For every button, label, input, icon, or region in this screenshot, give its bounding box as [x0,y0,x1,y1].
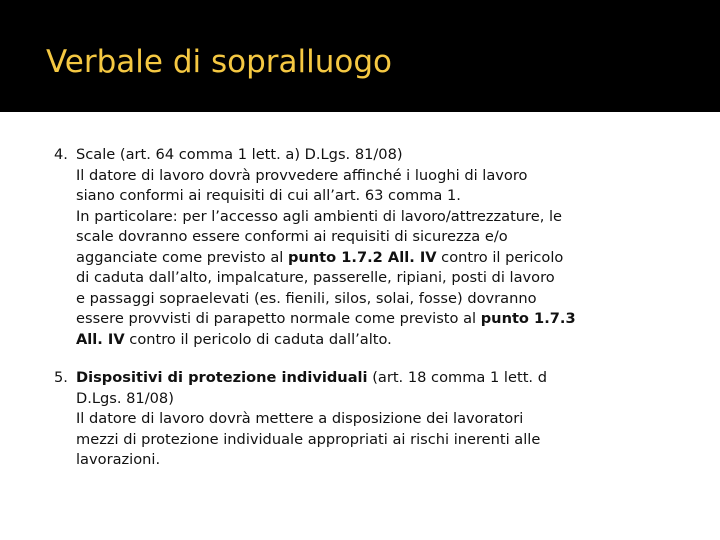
text-line: scale dovranno essere conformi ai requisiti di sicurezza e/o [76,228,508,245]
item-number: 5. [54,369,68,386]
item-heading: Scale (art. 64 comma 1 lett. a) D.Lgs. 81/08) [76,146,403,163]
text-line [76,248,700,269]
text-line: In particolare: per l’accesso agli ambienti di lavoro/attrezzature, le [76,207,563,225]
text-run: agganciate come previsto al [76,248,288,266]
text-line: D.Lgs. 81/08) [76,389,174,407]
item-body [76,145,700,350]
text-run: contro il pericolo [436,248,564,266]
text-line: Il datore di lavoro dovrà mettere a disposizione dei lavoratori [76,410,524,427]
page-title: Verbale di sopralluogo [46,44,392,80]
text-line: di caduta dall’alto, impalcature, passerelle, ripiani, posti di lavoro [76,269,555,286]
text-line: e passaggi sopraelevati (es. fienili, silos, solai, fosse) dovranno [76,289,537,307]
item-heading [76,368,700,389]
text-line [76,309,700,330]
text-run: essere provvisti di parapetto normale come previsto al [76,310,481,327]
text-line: Il datore di lavoro dovrà provvedere affinché i luoghi di lavoro [76,166,528,184]
bold-reference: punto 1.7.2 All. IV [287,248,437,266]
bold-reference: punto 1.7.3 [480,310,576,327]
bold-heading: Dispositivi di protezione individuali [76,369,368,386]
title-bar [0,0,720,112]
list-item-4 [54,145,700,350]
bold-reference: All. IV [76,330,125,348]
text-run: contro il pericolo di caduta dall’alto. [124,330,392,348]
text-line [76,330,700,351]
text-line: lavorazioni. [76,451,161,468]
text-line: siano conformi ai requisiti di cui all’art. 63 comma 1. [76,187,461,204]
item-number: 4. [54,146,68,163]
text-run: (art. 18 comma 1 lett. d [367,369,547,386]
list-item-5 [54,368,700,471]
text-line: mezzi di protezione individuale appropriati ai rischi inerenti alle [76,430,541,448]
item-body [76,368,700,471]
content-list [54,145,700,471]
